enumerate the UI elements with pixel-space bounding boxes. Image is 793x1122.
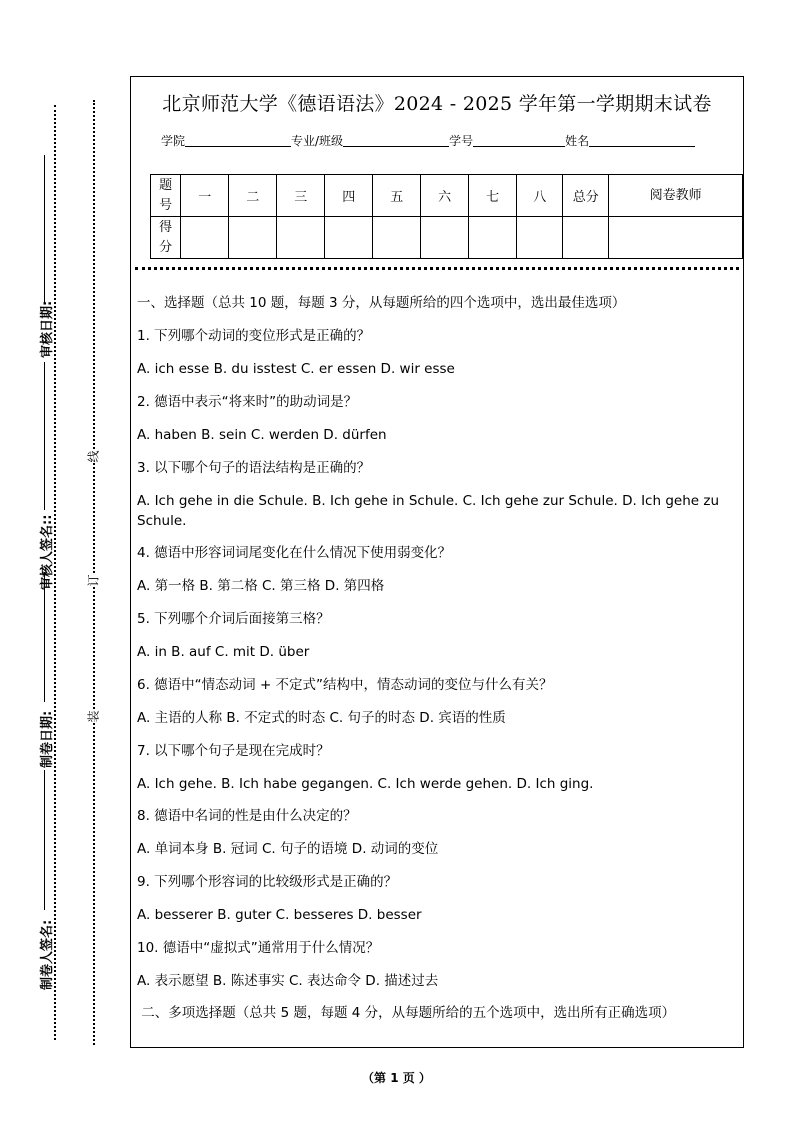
name-field[interactable]: [589, 134, 695, 147]
score-table: [150, 174, 743, 259]
col-6: 六: [421, 175, 469, 217]
binding-char-zhuang: 装: [86, 710, 101, 723]
question-10-options: A. 表示愿望 B. 陈述事实 C. 表达命令 D. 描述过去: [137, 973, 439, 989]
reviewer-cell[interactable]: [609, 217, 743, 259]
score-cell[interactable]: [469, 217, 517, 259]
signature-line-2: [44, 362, 45, 510]
col-3: 三: [277, 175, 325, 217]
score-cell[interactable]: [421, 217, 469, 259]
exam-frame: [130, 76, 744, 1048]
question-4-options: A. 第一格 B. 第二格 C. 第三格 D. 第四格: [137, 578, 385, 594]
college-field[interactable]: [185, 134, 291, 147]
question-6: 6. 德语中“情态动词 + 不定式”结构中，情态动词的变位与什么有关？: [137, 677, 553, 693]
question-7: 7. 以下哪个句子是现在完成时？: [137, 743, 330, 759]
question-3: 3. 以下哪个句子的语法结构是正确的？: [137, 460, 371, 476]
reviewer-signature-label: 审核人签名::: [40, 514, 55, 590]
col-5: 五: [373, 175, 421, 217]
compiler-signature-label: 制卷人签名:: [40, 919, 55, 990]
question-6-options: A. 主语的人称 B. 不定式的时态 C. 句子的时态 D. 宾语的性质: [137, 710, 506, 726]
total-score-cell[interactable]: [563, 217, 609, 259]
binding-char-xian: 线: [86, 450, 101, 463]
question-10: 10. 德语中“虚拟式”通常用于什么情况？: [137, 940, 380, 956]
reviewer-label: 阅卷教师: [609, 175, 743, 217]
review-date-label: 审核日期:: [40, 300, 55, 358]
college-label: 学院: [161, 134, 186, 148]
question-3-options: A. Ich gehe in die Schule. B. Ich gehe in Schule. C. Ich gehe zur Schule. D. Ich gehe zu Schule.: [137, 493, 719, 529]
student-id-field[interactable]: [473, 134, 565, 147]
signature-line-3: [44, 572, 45, 702]
student-id-label: 学号: [449, 134, 474, 148]
binding-char-ding: 订: [86, 574, 101, 587]
student-info-row: [161, 132, 695, 149]
separator-dotted-line: [135, 267, 739, 270]
score-table-score-row: [151, 217, 743, 259]
question-9-options: A. besserer B. guter C. besseres D. besser: [137, 907, 422, 923]
col-2: 二: [229, 175, 277, 217]
question-8-options: A. 单词本身 B. 冠词 C. 句子的语境 D. 动词的变位: [137, 841, 439, 857]
col-1: 一: [181, 175, 229, 217]
major-class-label: 专业/班级: [291, 134, 344, 148]
signature-line-4: [44, 770, 45, 910]
question-8: 8. 德语中名词的性是由什么决定的？: [137, 808, 357, 824]
score-cell[interactable]: [181, 217, 229, 259]
col-4: 四: [325, 175, 373, 217]
section2-heading: 二、多项选择题（总共 5 题，每题 4 分，从每题所给的五个选项中，选出所有正确选项）: [137, 1005, 676, 1021]
binding-dotted-line: [93, 100, 95, 1045]
signature-line-1: [44, 155, 45, 303]
name-label: 姓名: [565, 134, 590, 148]
score-table-header-row: [151, 175, 743, 217]
col-7: 七: [469, 175, 517, 217]
question-5: 5. 下列哪个介词后面接第三格？: [137, 611, 330, 627]
question-2-options: A. haben B. sein C. werden D. dürfen: [137, 427, 387, 443]
question-9: 9. 下列哪个形容词的比较级形式是正确的？: [137, 874, 398, 890]
compile-date-label: 制卷日期:: [40, 710, 55, 768]
score-cell[interactable]: [229, 217, 277, 259]
score-cell[interactable]: [517, 217, 563, 259]
question-number-label: 题号: [151, 175, 181, 217]
total-label: 总分: [563, 175, 609, 217]
question-1: 1. 下列哪个动词的变位形式是正确的？: [137, 328, 371, 344]
page-number: （第 1 页 ）: [362, 1071, 431, 1085]
question-1-options: A. ich esse B. du isstest C. er essen D. wir esse: [137, 361, 455, 377]
exam-title: 北京师范大学《德语语法》2024 - 2025 学年第一学期期末试卷: [162, 93, 712, 115]
section1-heading: 一、选择题（总共 10 题，每题 3 分，从每题所给的四个选项中，选出最佳选项）: [137, 295, 626, 311]
question-5-options: A. in B. auf C. mit D. über: [137, 644, 310, 660]
major-class-field[interactable]: [343, 134, 449, 147]
score-cell[interactable]: [373, 217, 421, 259]
col-8: 八: [517, 175, 563, 217]
question-4: 4. 德语中形容词词尾变化在什么情况下使用弱变化？: [137, 545, 452, 561]
question-2: 2. 德语中表示“将来时”的助动词是？: [137, 394, 358, 410]
score-cell[interactable]: [277, 217, 325, 259]
score-label: 得分: [151, 217, 181, 259]
score-cell[interactable]: [325, 217, 373, 259]
question-7-options: A. Ich gehe. B. Ich habe gegangen. C. Ich werde gehen. D. Ich ging.: [137, 776, 594, 792]
